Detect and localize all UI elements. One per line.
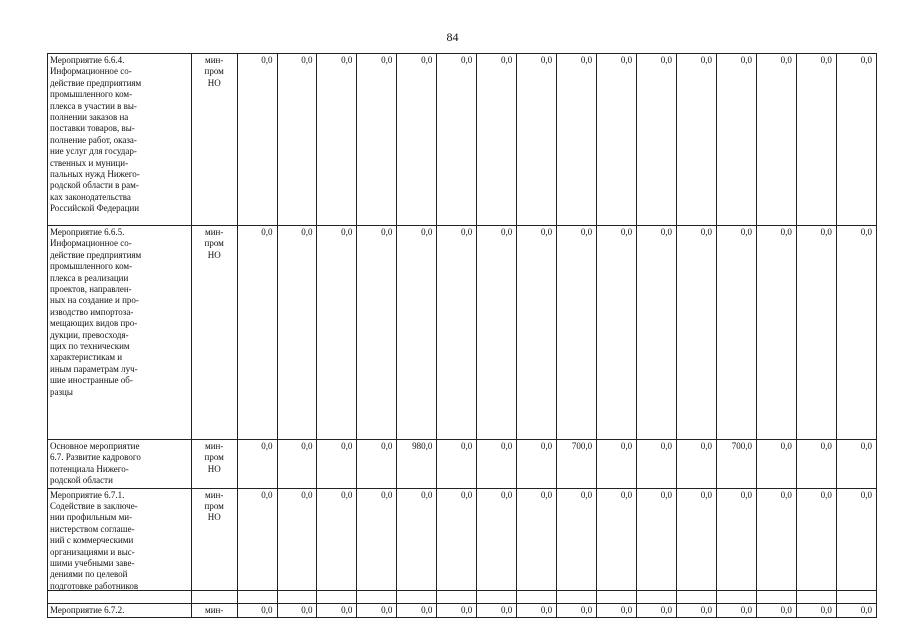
value-cell: 0,0 xyxy=(357,488,397,603)
activity-name-line: Содействие в заключе- xyxy=(50,501,138,512)
activity-name-line: промышленного ком- xyxy=(50,89,133,100)
activity-name-line: проектов, направлен- xyxy=(50,284,132,295)
activity-name-line: Мероприятие 6.6.5. xyxy=(50,227,125,237)
executor-line: НО xyxy=(207,77,221,88)
value-cell: 0,0 xyxy=(597,226,637,440)
executor-line: НО xyxy=(207,249,221,260)
activity-name-line: иным параметрам луч- xyxy=(50,363,138,374)
executor-cell xyxy=(191,54,237,226)
activity-name-line: промышленного ком- xyxy=(50,261,133,272)
value-cell: 0,0 xyxy=(357,226,397,440)
value-cell: 0,0 xyxy=(756,54,796,226)
value-cell: 0,0 xyxy=(716,603,756,617)
activity-name-cell xyxy=(48,488,192,603)
activity-name-line: характеристикам и xyxy=(50,352,123,363)
table-row xyxy=(48,54,877,226)
activity-name-line: полнение работ, оказа- xyxy=(50,134,137,145)
value-cell: 0,0 xyxy=(796,54,836,226)
value-cell: 0,0 xyxy=(237,54,277,226)
activity-name-line: плекса в участии в вы- xyxy=(50,100,137,111)
activity-name-line: плекса в реализации xyxy=(50,272,129,283)
executor-cell xyxy=(191,440,237,489)
activity-name-line: подготовке работников xyxy=(50,580,139,591)
value-cell: 0,0 xyxy=(836,488,876,603)
value-cell: 0,0 xyxy=(397,603,437,617)
activity-name-line: ний с коммерческими xyxy=(50,535,134,546)
activity-name-line: Мероприятие 6.7.1. xyxy=(50,489,125,500)
value-cell: 0,0 xyxy=(357,603,397,617)
activity-name-line: Мероприятие 6.7.2. xyxy=(50,604,125,615)
executor-line: пром xyxy=(204,501,224,512)
value-cell: 700,0 xyxy=(716,440,756,489)
value-cell: 0,0 xyxy=(597,440,637,489)
activity-name-line: пальных нужд Нижего- xyxy=(50,169,140,180)
value-cell: 0,0 xyxy=(237,488,277,603)
activity-name-line: ственных и муници- xyxy=(50,157,129,168)
executor-line: мин- xyxy=(205,227,224,237)
activity-name-line: нистерством соглаше- xyxy=(50,523,135,534)
value-cell: 0,0 xyxy=(677,54,717,226)
value-cell: 0,0 xyxy=(277,226,317,440)
value-cell: 0,0 xyxy=(836,440,876,489)
activity-name-line: родской области xyxy=(50,475,113,486)
activity-name-line: действие предприятиям xyxy=(50,77,142,88)
value-cell: 0,0 xyxy=(597,488,637,603)
activity-name-line: ных на создание и про- xyxy=(50,295,139,306)
activity-name-line: Мероприятие 6.6.4. xyxy=(50,55,125,65)
activity-name-line: родской области в рам- xyxy=(50,180,139,191)
value-cell: 0,0 xyxy=(517,603,557,617)
value-cell: 0,0 xyxy=(677,488,717,603)
activity-name-cell xyxy=(48,440,192,489)
activity-name-line: Российской Федерации xyxy=(50,203,140,214)
value-cell: 0,0 xyxy=(437,488,477,603)
budget-table-body xyxy=(48,54,877,618)
value-cell: 0,0 xyxy=(237,440,277,489)
value-cell: 0,0 xyxy=(517,54,557,226)
table-bottom-border xyxy=(47,590,877,591)
value-cell: 0,0 xyxy=(397,54,437,226)
activity-name-line: Информационное со- xyxy=(50,238,132,249)
executor-cell xyxy=(191,603,237,617)
value-cell: 0,0 xyxy=(397,226,437,440)
value-cell: 0,0 xyxy=(477,488,517,603)
executor-line: пром xyxy=(204,238,224,249)
value-cell: 0,0 xyxy=(517,488,557,603)
executor-line: НО xyxy=(207,512,221,523)
activity-name-line: Основное мероприятие xyxy=(50,441,140,451)
value-cell: 0,0 xyxy=(317,603,357,617)
value-cell: 0,0 xyxy=(477,54,517,226)
value-cell: 0,0 xyxy=(836,54,876,226)
table-row xyxy=(48,226,877,440)
activity-name-line: шие иностранные об- xyxy=(50,375,133,386)
activity-name-line: 6.7. Развитие кадрового xyxy=(50,452,141,463)
value-cell: 0,0 xyxy=(237,226,277,440)
value-cell: 0,0 xyxy=(597,603,637,617)
value-cell: 0,0 xyxy=(716,54,756,226)
value-cell: 0,0 xyxy=(796,440,836,489)
value-cell: 0,0 xyxy=(756,226,796,440)
value-cell: 0,0 xyxy=(317,226,357,440)
activity-name-line: дукции, превосходя- xyxy=(50,329,129,340)
executor-line: НО xyxy=(207,463,221,474)
value-cell: 0,0 xyxy=(277,54,317,226)
value-cell: 0,0 xyxy=(796,603,836,617)
value-cell: 0,0 xyxy=(557,603,597,617)
activity-name-line: ках законодательства xyxy=(50,191,131,202)
activity-name-line: шими учебными заве- xyxy=(50,558,135,569)
activity-name-line: потенциала Нижего- xyxy=(50,463,129,474)
table-row xyxy=(48,440,877,489)
value-cell: 0,0 xyxy=(557,226,597,440)
value-cell: 0,0 xyxy=(277,488,317,603)
value-cell: 980,0 xyxy=(397,440,437,489)
activity-name-line: нии профильным ми- xyxy=(50,512,133,523)
value-cell: 0,0 xyxy=(357,440,397,489)
value-cell: 0,0 xyxy=(477,603,517,617)
activity-name-cell xyxy=(48,603,192,617)
value-cell: 0,0 xyxy=(237,603,277,617)
value-cell: 0,0 xyxy=(477,440,517,489)
value-cell: 0,0 xyxy=(836,226,876,440)
value-cell: 0,0 xyxy=(397,488,437,603)
value-cell: 0,0 xyxy=(677,226,717,440)
value-cell: 0,0 xyxy=(637,54,677,226)
value-cell: 0,0 xyxy=(437,440,477,489)
value-cell: 0,0 xyxy=(477,226,517,440)
executor-line: мин- xyxy=(205,604,224,615)
activity-name-line: Информационное со- xyxy=(50,66,132,77)
budget-table xyxy=(47,53,877,618)
value-cell: 0,0 xyxy=(517,440,557,489)
value-cell: 0,0 xyxy=(677,440,717,489)
value-cell: 0,0 xyxy=(597,54,637,226)
value-cell: 0,0 xyxy=(677,603,717,617)
activity-name-line: действие предприятиям xyxy=(50,249,142,260)
value-cell: 0,0 xyxy=(437,603,477,617)
executor-line: пром xyxy=(204,452,224,463)
activity-name-line: разцы xyxy=(50,386,73,397)
value-cell: 0,0 xyxy=(317,54,357,226)
activity-name-cell xyxy=(48,54,192,226)
table-row xyxy=(48,603,877,617)
value-cell: 0,0 xyxy=(637,488,677,603)
value-cell: 0,0 xyxy=(756,488,796,603)
activity-name-line: дениями по целевой xyxy=(50,569,128,580)
value-cell: 0,0 xyxy=(517,226,557,440)
executor-line: мин- xyxy=(205,489,224,500)
activity-name-line: щих по техническим xyxy=(50,341,130,352)
table-row xyxy=(48,488,877,603)
activity-name-line: поставки товаров, вы- xyxy=(50,123,135,134)
executor-line: пром xyxy=(204,66,224,77)
value-cell: 0,0 xyxy=(277,603,317,617)
value-cell: 0,0 xyxy=(756,440,796,489)
value-cell: 0,0 xyxy=(437,226,477,440)
value-cell: 0,0 xyxy=(637,226,677,440)
activity-name-line: полнении заказов на xyxy=(50,112,129,123)
value-cell: 0,0 xyxy=(716,488,756,603)
executor-cell xyxy=(191,226,237,440)
value-cell: 0,0 xyxy=(796,226,836,440)
activity-name-line: мещающих видов про- xyxy=(50,318,138,329)
executor-cell xyxy=(191,488,237,603)
executor-line: мин- xyxy=(205,441,224,451)
activity-name-line: ние услуг для государ- xyxy=(50,146,137,157)
value-cell: 0,0 xyxy=(557,54,597,226)
value-cell: 0,0 xyxy=(557,488,597,603)
value-cell: 0,0 xyxy=(716,226,756,440)
value-cell: 0,0 xyxy=(637,440,677,489)
activity-name-line: изводство импортоза- xyxy=(50,306,134,317)
page-number: 84 xyxy=(446,30,459,44)
activity-name-cell xyxy=(48,226,192,440)
value-cell: 0,0 xyxy=(317,488,357,603)
value-cell: 0,0 xyxy=(756,603,796,617)
activity-name-line: организациями и выс- xyxy=(50,546,135,557)
value-cell: 0,0 xyxy=(357,54,397,226)
value-cell: 0,0 xyxy=(796,488,836,603)
value-cell: 0,0 xyxy=(317,440,357,489)
value-cell: 0,0 xyxy=(637,603,677,617)
value-cell: 700,0 xyxy=(557,440,597,489)
value-cell: 0,0 xyxy=(437,54,477,226)
value-cell: 0,0 xyxy=(277,440,317,489)
value-cell: 0,0 xyxy=(836,603,876,617)
executor-line: мин- xyxy=(205,55,224,65)
